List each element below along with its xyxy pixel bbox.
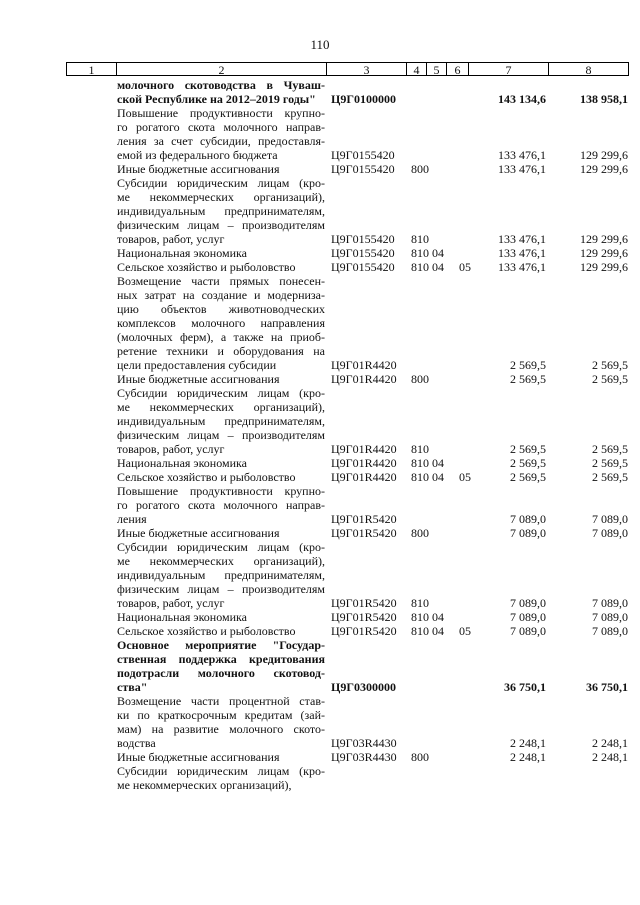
description-line: Иные бюджетные ассигнования: [117, 372, 280, 386]
table-row: [0, 638, 640, 694]
table-row: [0, 540, 640, 610]
description-line: ственная поддержка кредитования: [117, 652, 325, 666]
row-group: 800: [411, 372, 429, 386]
description-line: индивидуальным предпринимателям,: [117, 204, 325, 218]
description-line: ме некоммерческих организаций),: [117, 190, 325, 204]
row-code: Ц9Г0155420: [331, 232, 395, 246]
row-description: [117, 484, 325, 526]
row-code: Ц9Г01R5420: [331, 526, 397, 540]
row-code: Ц9Г0155420: [331, 162, 395, 176]
row-description: [117, 764, 325, 792]
description-line: Национальная экономика: [117, 246, 247, 260]
row-value-col8: 7 089,0: [592, 596, 628, 610]
description-line: ления: [117, 512, 147, 526]
description-line: го рогатого скота молочного направ-: [117, 120, 325, 134]
description-line: ской Республике на 2012–2019 годы": [117, 92, 316, 106]
description-line: ных затрат на создание и модерниза-: [117, 288, 325, 302]
row-value-col8: 7 089,0: [592, 512, 628, 526]
table-row: [0, 694, 640, 750]
row-description: [117, 162, 325, 176]
table-row: [0, 372, 640, 386]
row-value-col8: 138 958,1: [580, 92, 628, 106]
table-row: [0, 764, 640, 792]
row-value-col8: 2 248,1: [592, 736, 628, 750]
row-value-col8: 2 569,5: [592, 358, 628, 372]
description-line: го рогатого скота молочного направ-: [117, 498, 325, 512]
description-line: Сельское хозяйство и рыболовство: [117, 624, 296, 638]
table-row: [0, 386, 640, 456]
row-value-col8: 2 569,5: [592, 470, 628, 484]
row-code: Ц9Г01R5420: [331, 512, 397, 526]
description-line: мам) на развитие молочного ското-: [117, 722, 325, 736]
description-line: водства: [117, 736, 156, 750]
row-value-col7: 2 569,5: [510, 372, 546, 386]
row-value-col8: 129 299,6: [580, 260, 628, 274]
row-group: 810: [411, 246, 429, 260]
description-line: индивидуальным предпринимателям,: [117, 414, 325, 428]
row-subsection: 05: [459, 260, 471, 274]
description-line: физическим лицам – производителям: [117, 218, 325, 232]
table-row: [0, 624, 640, 638]
row-value-col8: 129 299,6: [580, 246, 628, 260]
description-line: ления за счет субсидии, предоставля-: [117, 134, 325, 148]
table-row: [0, 456, 640, 470]
table-row: [0, 176, 640, 246]
description-line: цию объектов животноводческих: [117, 302, 325, 316]
table-body: [0, 78, 640, 792]
row-section: 04: [432, 260, 444, 274]
row-code: Ц9Г0155420: [331, 260, 395, 274]
row-group: 810: [411, 442, 429, 456]
row-group: 810: [411, 232, 429, 246]
row-value-col7: 7 089,0: [510, 624, 546, 638]
row-description: [117, 456, 325, 470]
row-group: 800: [411, 750, 429, 764]
row-value-col7: 2 569,5: [510, 456, 546, 470]
row-subsection: 05: [459, 624, 471, 638]
row-description: [117, 78, 325, 106]
row-value-col8: 2 248,1: [592, 750, 628, 764]
row-code: Ц9Г0300000: [331, 680, 396, 694]
row-value-col7: 133 476,1: [498, 260, 546, 274]
table-row: [0, 162, 640, 176]
row-code: Ц9Г01R4420: [331, 372, 397, 386]
table-row: [0, 260, 640, 274]
row-description: [117, 246, 325, 260]
description-line: Повышение продуктивности крупно-: [117, 484, 325, 498]
row-value-col7: 7 089,0: [510, 526, 546, 540]
row-value-col7: 2 569,5: [510, 442, 546, 456]
description-line: Национальная экономика: [117, 610, 247, 624]
description-line: Иные бюджетные ассигнования: [117, 162, 280, 176]
row-code: Ц9Г01R5420: [331, 610, 397, 624]
row-code: Ц9Г03R4430: [331, 736, 397, 750]
table-row: [0, 470, 640, 484]
row-value-col8: 7 089,0: [592, 526, 628, 540]
row-code: Ц9Г01R4420: [331, 442, 397, 456]
description-line: Возмещение части прямых понесен-: [117, 274, 325, 288]
description-line: Сельское хозяйство и рыболовство: [117, 260, 296, 274]
row-section: 04: [432, 246, 444, 260]
table-row: [0, 484, 640, 526]
row-value-col8: 7 089,0: [592, 624, 628, 638]
description-line: ме некоммерческих организаций),: [117, 778, 292, 792]
row-code: Ц9Г01R5420: [331, 624, 397, 638]
table-row: [0, 750, 640, 764]
row-code: Ц9Г0155420: [331, 246, 395, 260]
row-group: 810: [411, 456, 429, 470]
row-group: 800: [411, 526, 429, 540]
description-line: ме некоммерческих организаций),: [117, 400, 325, 414]
row-value-col7: 133 476,1: [498, 148, 546, 162]
description-line: подотрасли молочного скотовод-: [117, 666, 325, 680]
row-description: [117, 470, 325, 484]
row-value-col7: 2 248,1: [510, 750, 546, 764]
description-line: Сельское хозяйство и рыболовство: [117, 470, 296, 484]
row-description: [117, 610, 325, 624]
row-group: 810: [411, 470, 429, 484]
description-line: молочного скотоводства в Чуваш-: [117, 78, 325, 92]
header-col-2: 2: [116, 62, 326, 76]
row-description: [117, 638, 325, 694]
row-value-col7: 7 089,0: [510, 596, 546, 610]
row-code: Ц9Г0155420: [331, 148, 395, 162]
table-row: [0, 246, 640, 260]
description-line: Субсидии юридическим лицам (кро-: [117, 176, 325, 190]
row-code: Ц9Г01R5420: [331, 596, 397, 610]
description-line: комплексов молочного направления: [117, 316, 325, 330]
row-description: [117, 274, 325, 372]
row-description: [117, 694, 325, 750]
row-subsection: 05: [459, 470, 471, 484]
row-section: 04: [432, 456, 444, 470]
page-number: 110: [310, 37, 330, 52]
description-line: (молочных ферм), а также на приоб-: [117, 330, 325, 344]
row-value-col7: 7 089,0: [510, 512, 546, 526]
row-value-col8: 129 299,6: [580, 162, 628, 176]
row-value-col7: 133 476,1: [498, 246, 546, 260]
row-description: [117, 106, 325, 162]
table-row: [0, 106, 640, 162]
row-group: 810: [411, 624, 429, 638]
description-line: ки по краткосрочным кредитам (зай-: [117, 708, 325, 722]
row-value-col7: 133 476,1: [498, 162, 546, 176]
row-value-col8: 129 299,6: [580, 232, 628, 246]
description-line: ретение техники и оборудования на: [117, 344, 325, 358]
description-line: Субсидии юридическим лицам (кро-: [117, 540, 325, 554]
description-line: физическим лицам – производителям: [117, 428, 325, 442]
row-section: 04: [432, 470, 444, 484]
description-line: цели предоставления субсидии: [117, 358, 277, 372]
row-value-col8: 129 299,6: [580, 148, 628, 162]
table-row: [0, 610, 640, 624]
header-col-4: 4: [406, 62, 426, 76]
description-line: ме некоммерческих организаций),: [117, 554, 325, 568]
description-line: Основное мероприятие "Государ-: [117, 638, 325, 652]
row-value-col7: 2 569,5: [510, 470, 546, 484]
description-line: товаров, работ, услуг: [117, 442, 225, 456]
description-line: емой из федерального бюджета: [117, 148, 278, 162]
description-line: Субсидии юридическим лицам (кро-: [117, 386, 325, 400]
table-row: [0, 274, 640, 372]
description-line: ства": [117, 680, 148, 694]
row-description: [117, 176, 325, 246]
table-header: [66, 62, 629, 76]
row-description: [117, 260, 325, 274]
row-code: Ц9Г0100000: [331, 92, 396, 106]
description-line: Иные бюджетные ассигнования: [117, 526, 280, 540]
table-row: [0, 78, 640, 106]
description-line: индивидуальным предпринимателям,: [117, 568, 325, 582]
row-group: 800: [411, 162, 429, 176]
row-description: [117, 372, 325, 386]
row-value-col7: 133 476,1: [498, 232, 546, 246]
row-code: Ц9Г01R4420: [331, 456, 397, 470]
header-col-5: 5: [426, 62, 446, 76]
header-col-1: 1: [66, 62, 116, 76]
description-line: Повышение продуктивности крупно-: [117, 106, 325, 120]
header-col-6: 6: [446, 62, 468, 76]
row-value-col7: 7 089,0: [510, 610, 546, 624]
row-value-col7: 143 134,6: [498, 92, 546, 106]
row-value-col7: 36 750,1: [504, 680, 546, 694]
header-col-7: 7: [468, 62, 548, 76]
row-code: Ц9Г01R4420: [331, 358, 397, 372]
header-col-8: 8: [548, 62, 629, 76]
row-description: [117, 526, 325, 540]
row-value-col8: 2 569,5: [592, 456, 628, 470]
row-description: [117, 386, 325, 456]
description-line: Национальная экономика: [117, 456, 247, 470]
row-value-col7: 2 248,1: [510, 736, 546, 750]
description-line: Возмещение части процентной став-: [117, 694, 325, 708]
header-col-3: 3: [326, 62, 406, 76]
row-code: Ц9Г03R4430: [331, 750, 397, 764]
row-value-col7: 2 569,5: [510, 358, 546, 372]
description-line: товаров, работ, услуг: [117, 232, 225, 246]
row-section: 04: [432, 610, 444, 624]
row-section: 04: [432, 624, 444, 638]
row-code: Ц9Г01R4420: [331, 470, 397, 484]
row-group: 810: [411, 596, 429, 610]
row-value-col8: 2 569,5: [592, 372, 628, 386]
description-line: Субсидии юридическим лицам (кро-: [117, 764, 325, 778]
description-line: Иные бюджетные ассигнования: [117, 750, 280, 764]
row-description: [117, 750, 325, 764]
row-group: 810: [411, 610, 429, 624]
description-line: товаров, работ, услуг: [117, 596, 225, 610]
table-row: [0, 526, 640, 540]
row-value-col8: 7 089,0: [592, 610, 628, 624]
description-line: физическим лицам – производителям: [117, 582, 325, 596]
row-value-col8: 36 750,1: [586, 680, 628, 694]
row-group: 810: [411, 260, 429, 274]
row-value-col8: 2 569,5: [592, 442, 628, 456]
row-description: [117, 540, 325, 610]
row-description: [117, 624, 325, 638]
